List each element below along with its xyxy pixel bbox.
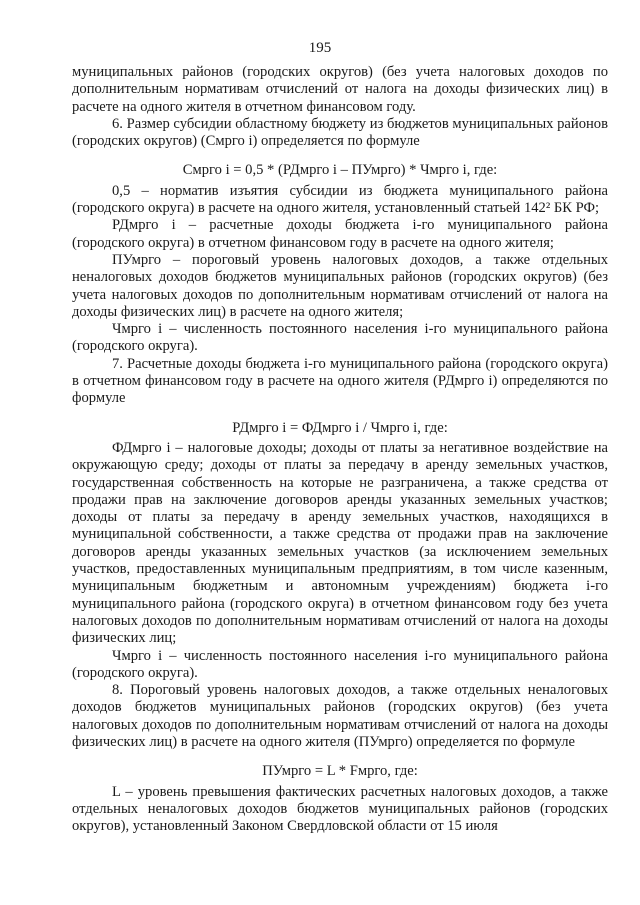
paragraph-item-8: 8. Пороговый уровень налоговых доходов, а также отдельных неналоговых доходов бюджетов муниципальных районов (городских округов) (без учета налоговых доходов по дополнительным нормативам отчислений от налога на доходы физических лиц) в расчете на одного жителя (ПУмрго) определяется по формуле bbox=[72, 682, 608, 750]
definition-level: L – уровень превышения фактических расчетных налоговых доходов, а также отдельных неналоговых доходов бюджетов муниципальных районов (городских округов), установленный Законом Свердловской области от 15 июля bbox=[72, 783, 608, 835]
definition-pu: ПУмрго – пороговый уровень налоговых доходов, а также отдельных неналоговых доходов бюджетов муниципальных районов (городских округов) (без учета налоговых доходов по дополнительным нормативам отчислений от налога на доходы физических лиц) в расчете на одного жителя; bbox=[72, 251, 608, 320]
definition-rd: РДмрго i – расчетные доходы бюджета i-го муниципального района (городского округа) в отчетном финансовом году в расчете на одного жителя; bbox=[72, 217, 608, 251]
definition-population: Чмрго i – численность постоянного населения i-го муниципального района (городского округа). bbox=[72, 321, 608, 355]
formula-rd: РДмрго i = ФДмрго i / Чмрго i, где: bbox=[232, 419, 448, 436]
paragraph-item-6: 6. Размер субсидии областному бюджету из бюджетов муниципальных районов (городских округов) (Смрго i) определяется по формуле bbox=[72, 115, 608, 150]
paragraph-continuation: муниципальных районов (городских округов) (без учета налоговых доходов по дополнительным нормативам отчислений от налога на доходы физических лиц) в расчете на одного жителя в отчетном финансовом году. bbox=[72, 64, 608, 115]
definition-fd: ФДмрго i – налоговые доходы; доходы от платы за негативное воздействие на окружающую среду; доходы от платы за передачу в аренду земельных участков, государственная собственность на которые не разграничена, а также средства от продажи прав на заключение договоров аренды указанных земельных участков; доходы от платы за передачу в аренду земельных участков, находящихся в муниципальной собственности, а также средства от продажи прав на заключение договоров аренды указанных земельных участков (за исключением земельных участков, предоставленных муниципальным предприятиям, в том числе казенным, муниципальным бюджетным и автономным учреждениям) бюджета i-го муниципального района (городского округа) в отчетном финансовом году без учета налоговых доходов по дополнительным нормативам отчислений от налога на доходы физических лиц; bbox=[72, 439, 608, 647]
page-number: 195 bbox=[308, 40, 332, 56]
definition-population-2: Чмрго i – численность постоянного населения i-го муниципального района (городского округа). bbox=[72, 647, 608, 681]
definition-rate: 0,5 – норматив изъятия субсидии из бюджета муниципального района (городского округа) в расчете на одного жителя, установленный статьей 142² БК РФ; bbox=[72, 182, 608, 217]
formula-pu: ПУмрго = L * Fмрго, где: bbox=[262, 763, 418, 780]
document-body bbox=[72, 64, 608, 835]
formula-subsidy: Смрго i = 0,5 * (РДмрго i – ПУмрго) * Чмрго i, где: bbox=[182, 162, 498, 179]
paragraph-item-7: 7. Расчетные доходы бюджета i-го муниципального района (городского округа) в отчетном финансовом году в расчете на одного жителя (РДмрго i) определяются по формуле bbox=[72, 355, 608, 407]
